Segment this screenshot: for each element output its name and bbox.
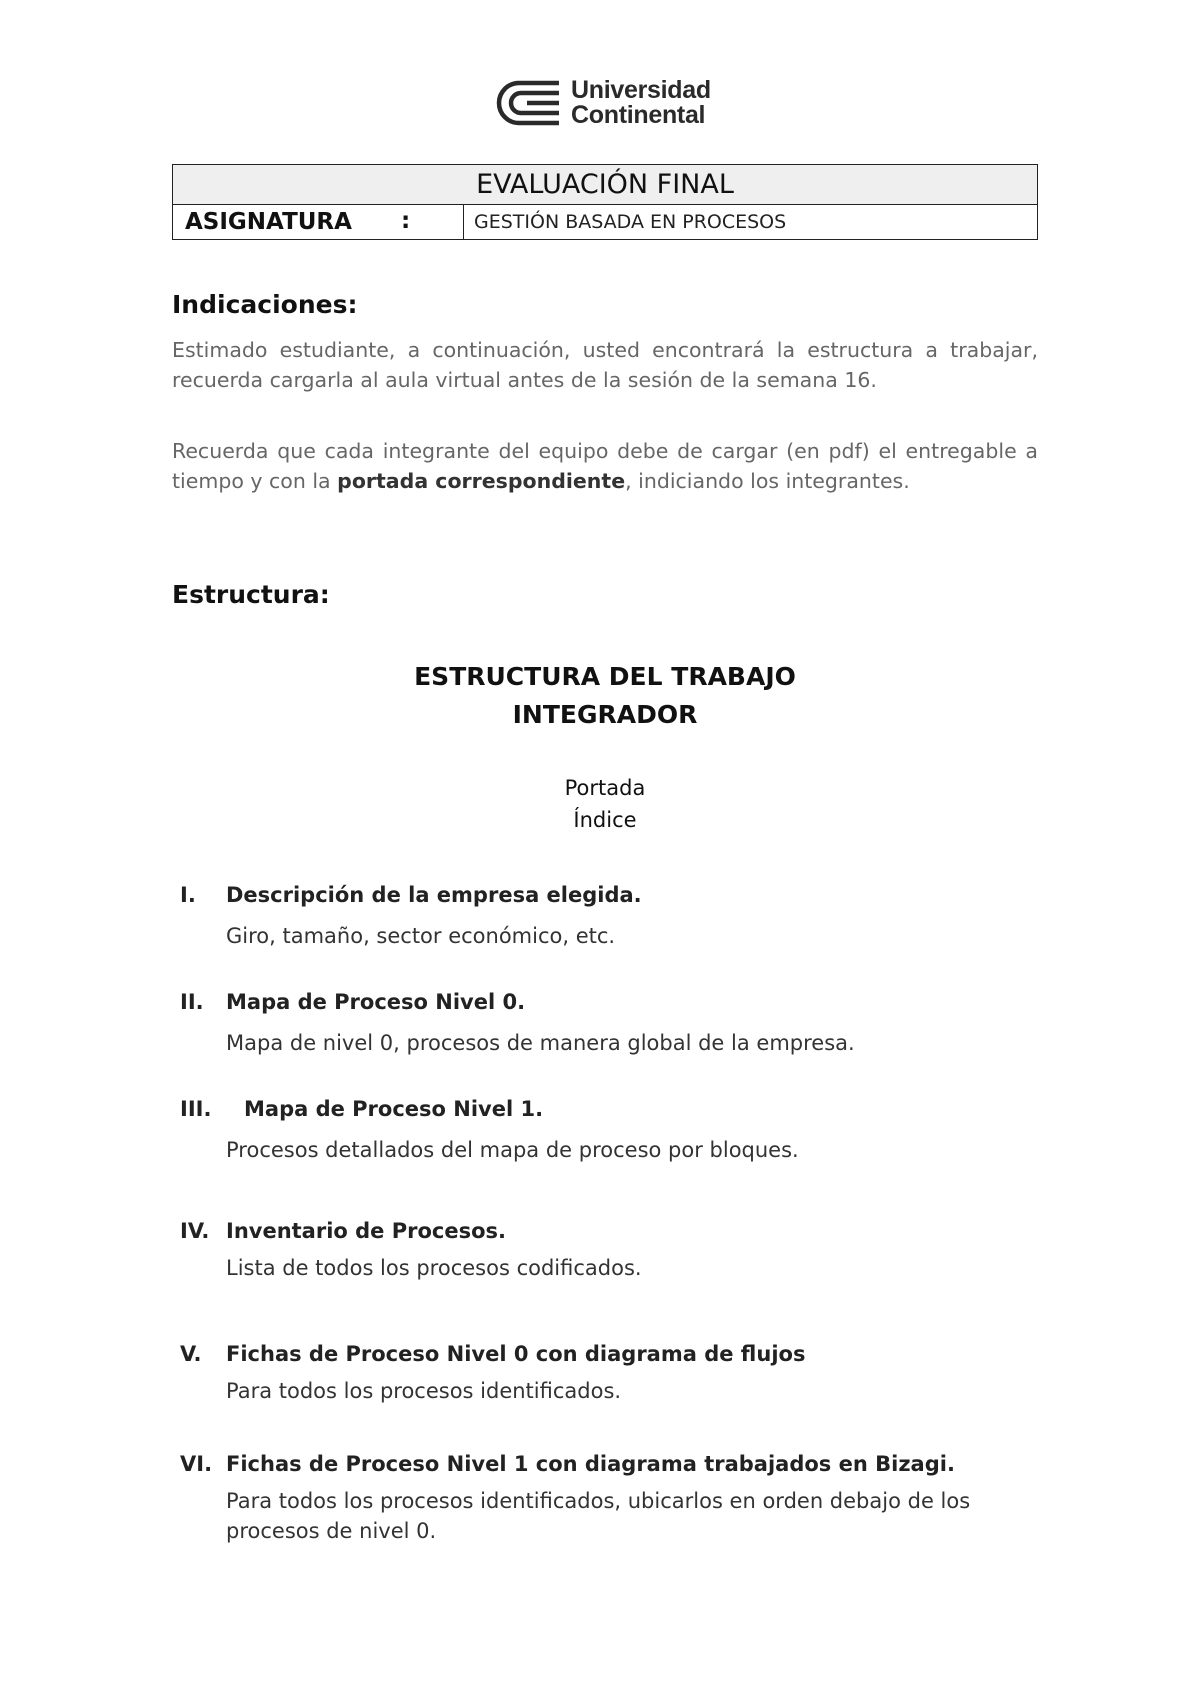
section-1 [180, 883, 1040, 951]
evaluation-title: EVALUACIÓN FINAL [173, 165, 1038, 205]
structure-title [172, 658, 1038, 734]
section-heading [180, 990, 1040, 1014]
section-heading [180, 1219, 1040, 1243]
section-number: V. [180, 1342, 202, 1366]
evaluation-header-table [172, 164, 1038, 240]
university-logo [493, 78, 711, 128]
subject-label: ASIGNATURA [185, 209, 352, 235]
section-title: Mapa de Proceso Nivel 0. [226, 990, 526, 1014]
logo-line-2: Continental [571, 101, 706, 129]
indicaciones-paragraph-2 [172, 437, 1038, 496]
logo-text [571, 78, 711, 128]
section-3 [180, 1097, 1040, 1165]
p2-start: Recuerda que cada integrante del equipo debe de cargar (en pdf) el entregable a tiempo y con la [172, 439, 1038, 493]
section-description: Procesos detallados del mapa de proceso por bloques. [226, 1138, 799, 1162]
indicaciones-heading: Indicaciones: [172, 290, 358, 319]
section-heading [180, 883, 1040, 907]
continental-logo-icon [493, 79, 563, 127]
section-number: I. [180, 883, 196, 907]
section-5 [180, 1342, 1040, 1406]
logo-line-1: Universidad [571, 76, 711, 104]
section-description: Para todos los procesos identificados. [226, 1379, 622, 1403]
section-number: VI. [180, 1452, 213, 1476]
subject-label-cell [173, 205, 464, 240]
section-2 [180, 990, 1040, 1058]
section-title: Fichas de Proceso Nivel 0 con diagrama de flujos [226, 1342, 806, 1366]
section-description: Lista de todos los procesos codificados. [226, 1256, 642, 1280]
indice-item: Índice [573, 808, 637, 832]
section-heading [180, 1097, 1040, 1121]
estructura-heading: Estructura: [172, 580, 330, 609]
section-number: II. [180, 990, 204, 1014]
section-title: Mapa de Proceso Nivel 1. [244, 1097, 544, 1121]
p2-end: , indiciando los integrantes. [625, 468, 910, 493]
section-4 [180, 1219, 1040, 1283]
indicaciones-paragraph-1: Estimado estudiante, a continuación, usted encontrará la estructura a trabajar, recuerda cargarla al aula virtual antes de la sesión de la semana 16. [172, 338, 1038, 392]
structure-title-line-2: INTEGRADOR [512, 700, 698, 729]
section-title: Descripción de la empresa elegida. [226, 883, 642, 907]
section-description: Mapa de nivel 0, procesos de manera global de la empresa. [226, 1031, 855, 1055]
subject-colon: : [401, 208, 411, 234]
section-number: III. [180, 1097, 212, 1121]
section-heading [180, 1452, 1040, 1476]
section-title: Fichas de Proceso Nivel 1 con diagrama trabajados en Bizagi. [226, 1452, 955, 1476]
section-number: IV. [180, 1219, 210, 1243]
section-heading [180, 1342, 1040, 1366]
section-description: Para todos los procesos identificados, ubicarlos en orden debajo de los procesos de nivel 0. [226, 1489, 971, 1543]
subject-value: GESTIÓN BASADA EN PROCESOS [464, 205, 1038, 240]
section-title: Inventario de Procesos. [226, 1219, 507, 1243]
structure-title-line-1: ESTRUCTURA DEL TRABAJO [414, 662, 796, 691]
p2-bold: portada correspondiente [337, 468, 626, 493]
section-6 [180, 1452, 1040, 1546]
section-description: Giro, tamaño, sector económico, etc. [226, 924, 616, 948]
portada-item: Portada [564, 776, 646, 800]
